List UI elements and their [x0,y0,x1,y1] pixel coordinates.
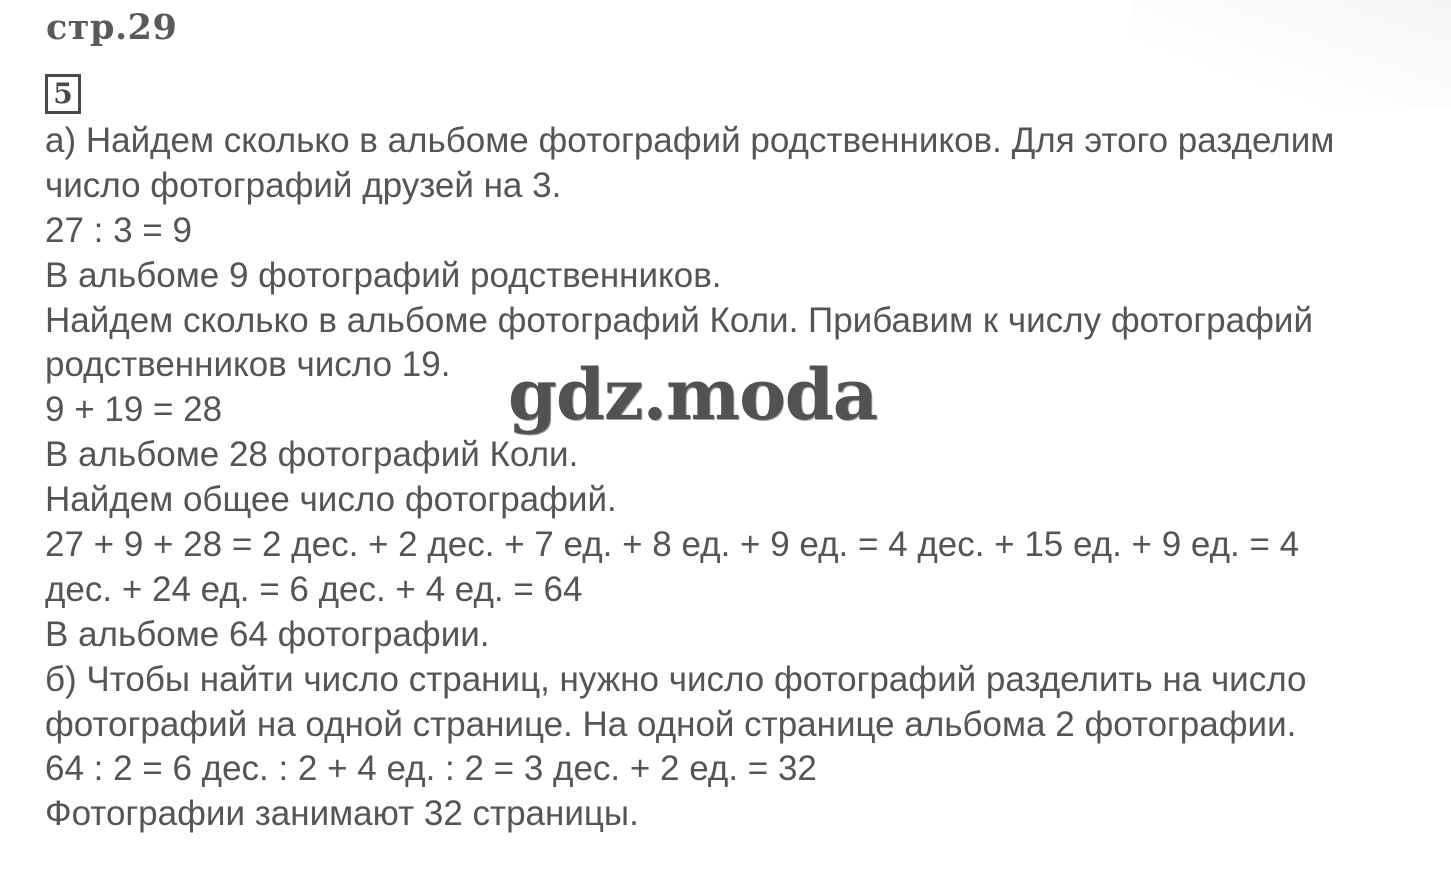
page-reference: стр.29 [46,7,178,48]
text-line: а) Найдем сколько в альбоме фотографий родственников. Для этого разделим [45,121,1335,160]
text-line: дес. + 24 ед. = 6 дес. + 4 ед. = 64 [45,569,583,609]
page-shading [1131,0,1451,110]
task-number-box [45,74,81,114]
text-line: 27 : 3 = 9 [45,210,192,250]
solution-text [45,119,1425,837]
text-line: Найдем общее число фотографий. [45,480,617,520]
text-line: 27 + 9 + 28 = 2 дес. + 2 дес. + 7 ед. + 8 ед. + 9 ед. = 4 дес. + 15 ед. + 9 ед. = 4 [45,525,1300,565]
task-number: 5 [53,77,73,110]
text-line: б) Чтобы найти число страниц, нужно число фотографий разделить на число [45,659,1307,699]
text-line: 9 + 19 = 28 [45,390,223,430]
text-line: 64 : 2 = 6 дес. : 2 + 4 ед. : 2 = 3 дес. + 2 ед. = 32 [45,749,817,789]
text-line: Найдем сколько в альбоме фотографий Коли. Прибавим к числу фотографий [45,300,1314,340]
text-line: Фотографии занимают 32 страницы. [45,794,639,834]
text-line: родственников число 19. [45,345,451,385]
text-line: В альбоме 28 фотографий Коли. [45,435,579,475]
watermark-logo: gdz.moda [508,353,878,436]
text-line: число фотографий друзей на 3. [45,165,562,205]
text-line: фотографий на одной странице. На одной странице альбома 2 фотографии. [45,704,1297,744]
text-line: В альбоме 9 фотографий родственников. [45,255,722,295]
text-line: В альбоме 64 фотографии. [45,614,490,654]
